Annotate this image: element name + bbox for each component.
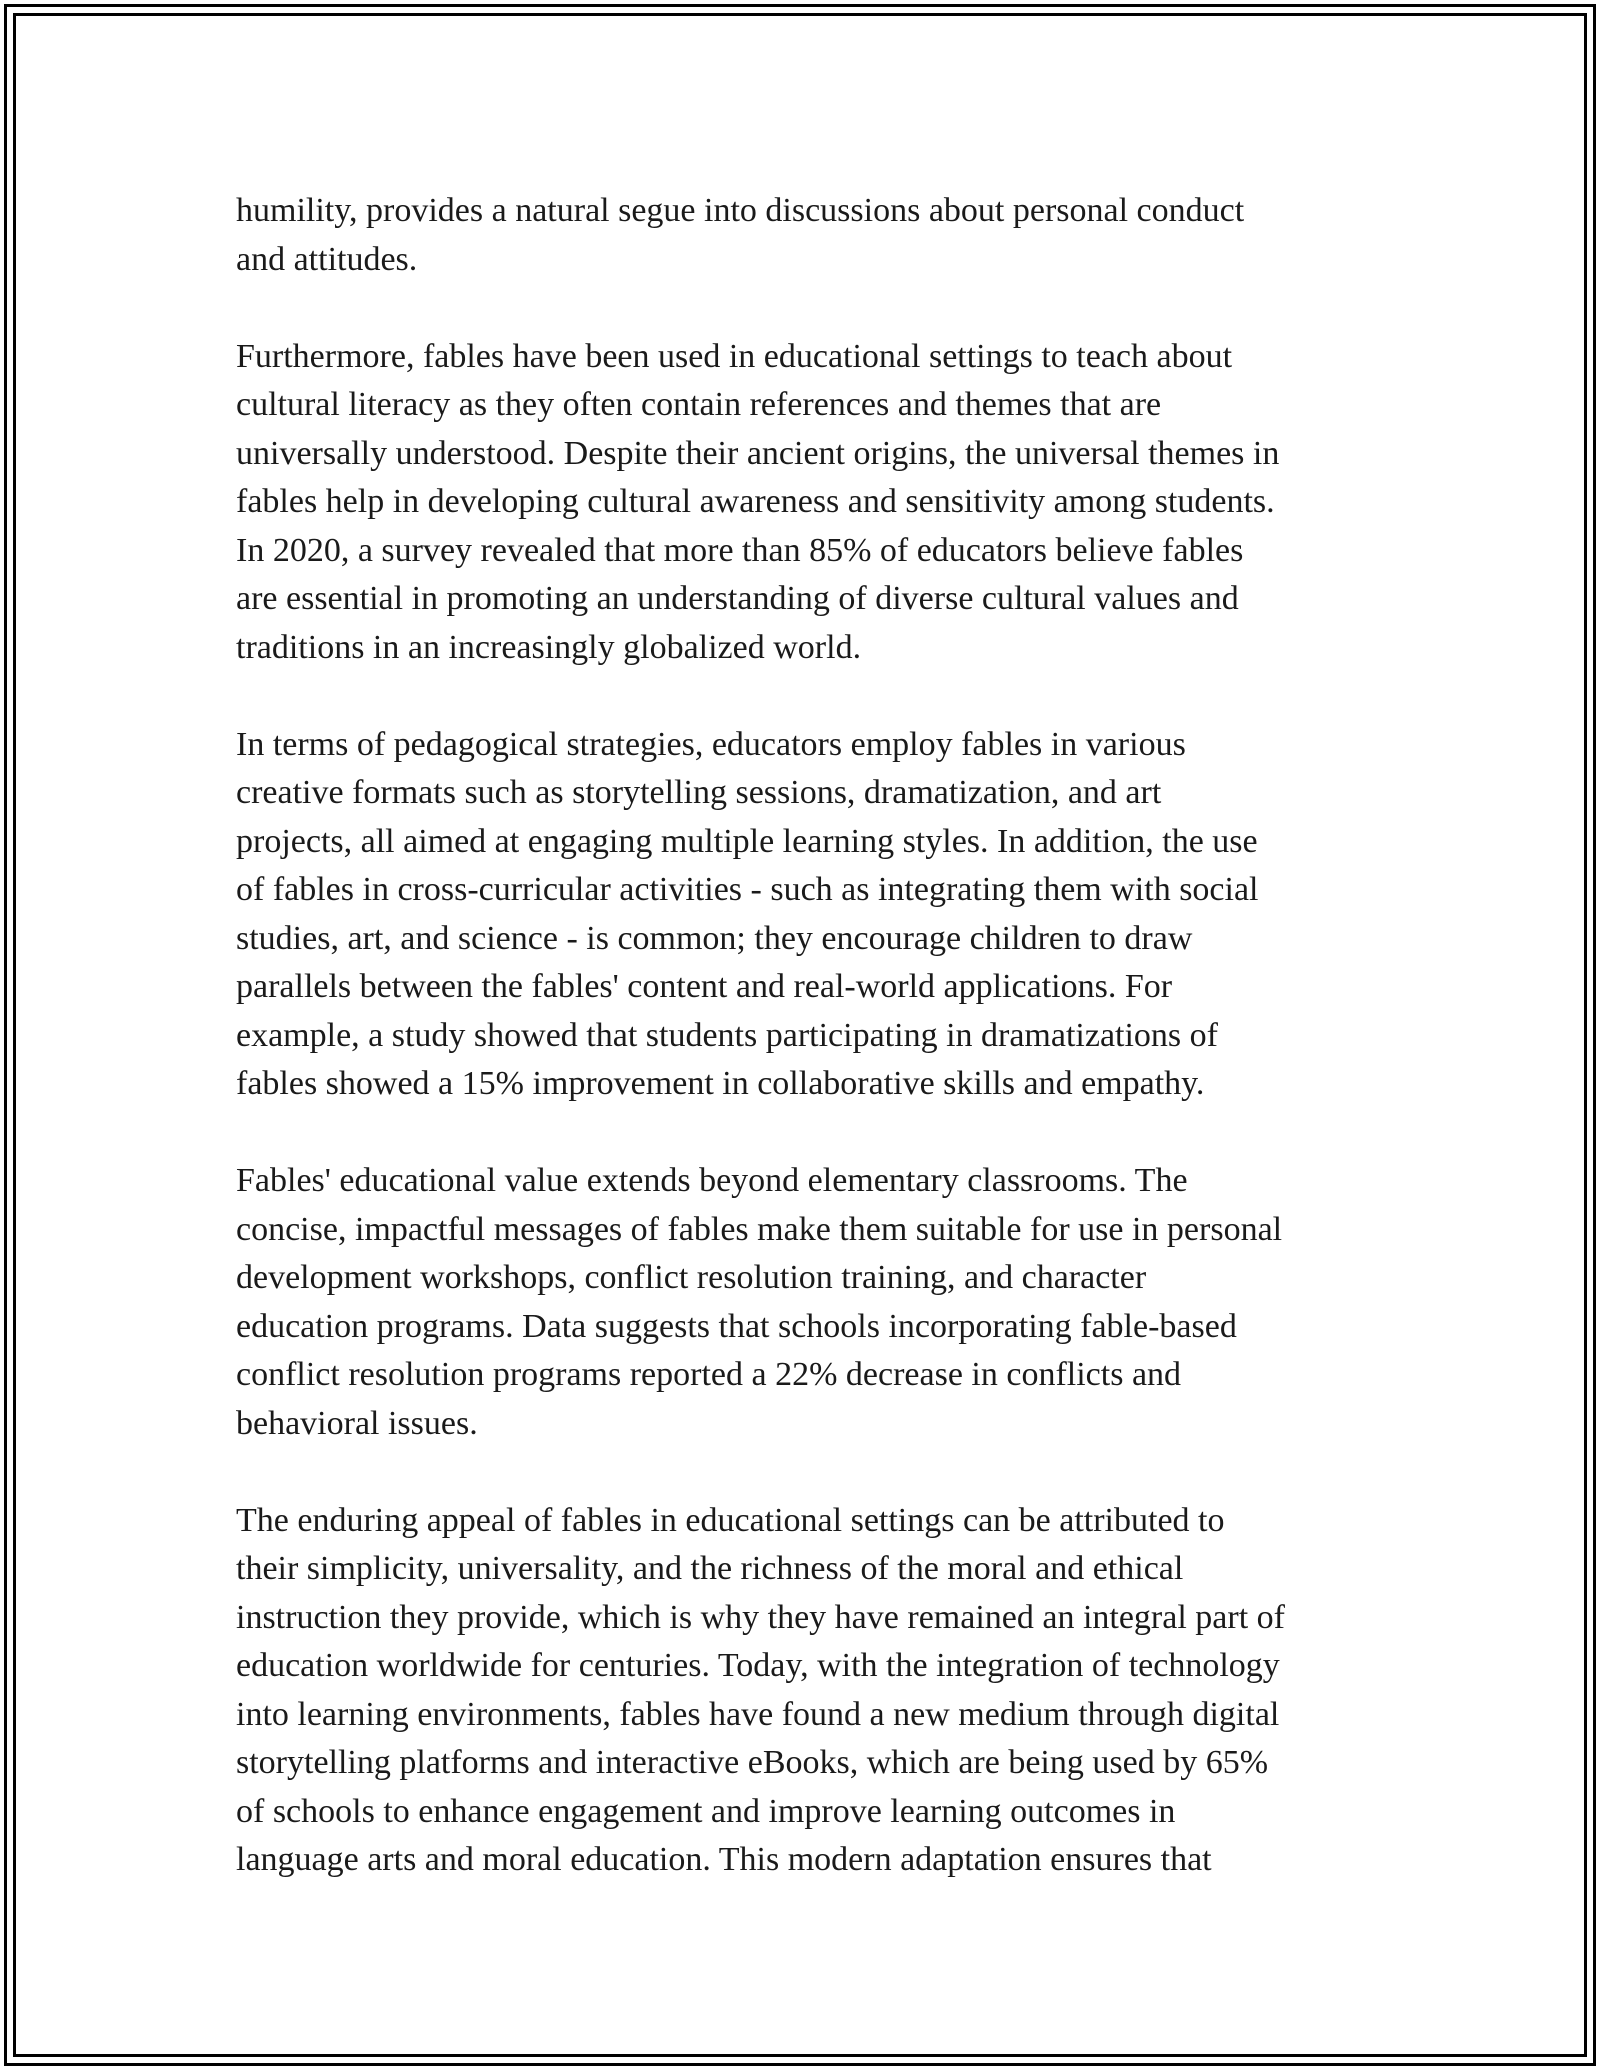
text-line: language arts and moral education. This modern adaptation ensures that bbox=[236, 1841, 1212, 1878]
text-line: development workshops, conflict resolution training, and character bbox=[236, 1259, 1147, 1296]
document-body bbox=[236, 187, 1400, 1885]
text-line: In terms of pedagogical strategies, educators employ fables in various bbox=[236, 725, 1186, 763]
text-line: of schools to enhance engagement and improve learning outcomes in bbox=[236, 1792, 1176, 1830]
text-line: projects, all aimed at engaging multiple learning styles. In addition, the use bbox=[236, 822, 1258, 860]
text-line: of fables in cross-curricular activities - such as integrating them with social bbox=[236, 871, 1259, 908]
text-line: Furthermore, fables have been used in educational settings to teach about bbox=[236, 337, 1233, 375]
paragraph bbox=[236, 187, 1400, 284]
text-line: behavioral issues. bbox=[236, 1404, 478, 1442]
text-line: In 2020, a survey revealed that more than 85% of educators believe fables bbox=[236, 531, 1244, 569]
text-line: studies, art, and science - is common; they encourage children to draw bbox=[236, 919, 1193, 957]
text-line: fables help in developing cultural awareness and sensitivity among students. bbox=[236, 483, 1275, 520]
text-line: parallels between the fables' content and real-world applications. For bbox=[236, 968, 1173, 1005]
text-line: traditions in an increasingly globalized world. bbox=[236, 628, 862, 666]
text-line: The enduring appeal of fables in educational settings can be attributed to bbox=[236, 1501, 1225, 1539]
text-line: concise, impactful messages of fables make them suitable for use in personal bbox=[236, 1210, 1283, 1248]
text-line: education worldwide for centuries. Today, with the integration of technology bbox=[236, 1647, 1280, 1684]
paragraph bbox=[236, 333, 1400, 673]
text-line: example, a study showed that students participating in dramatizations of bbox=[236, 1016, 1218, 1054]
text-line: education programs. Data suggests that schools incorporating fable-based bbox=[236, 1307, 1237, 1345]
text-line: cultural literacy as they often contain references and themes that are bbox=[236, 386, 1162, 423]
text-line: are essential in promoting an understanding of diverse cultural values and bbox=[236, 580, 1239, 617]
text-line: storytelling platforms and interactive eBooks, which are being used by 65% bbox=[236, 1744, 1269, 1781]
paragraph bbox=[236, 1157, 1400, 1448]
text-line: fables showed a 15% improvement in collaborative skills and empathy. bbox=[236, 1065, 1205, 1102]
paragraph bbox=[236, 721, 1400, 1109]
text-line: instruction they provide, which is why they have remained an integral part of bbox=[236, 1598, 1285, 1636]
text-line: humility, provides a natural segue into discussions about personal conduct bbox=[236, 192, 1245, 229]
text-line: universally understood. Despite their ancient origins, the universal themes in bbox=[236, 434, 1280, 472]
text-line: conflict resolution programs reported a 22% decrease in conflicts and bbox=[236, 1356, 1182, 1393]
text-line: and attitudes. bbox=[236, 240, 418, 278]
text-line: Fables' educational value extends beyond elementary classrooms. The bbox=[236, 1162, 1188, 1199]
text-line: into learning environments, fables have found a new medium through digital bbox=[236, 1695, 1280, 1733]
paragraph bbox=[236, 1497, 1400, 1885]
text-line: their simplicity, universality, and the richness of the moral and ethical bbox=[236, 1550, 1184, 1587]
text-line: creative formats such as storytelling sessions, dramatization, and art bbox=[236, 774, 1162, 811]
